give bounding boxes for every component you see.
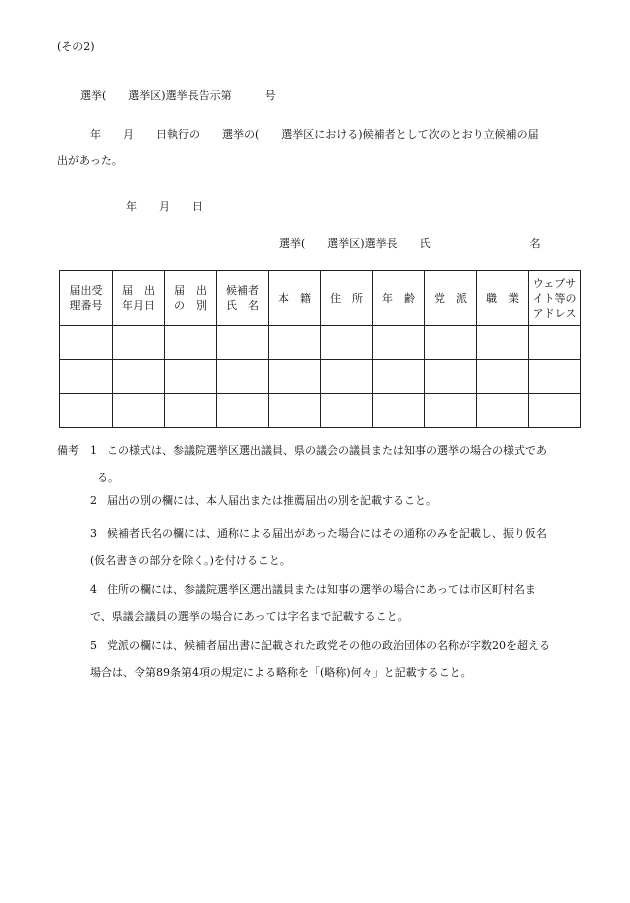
table-cell (113, 360, 165, 394)
table-row (60, 360, 581, 394)
column-header-line-1: 届出受 (69, 284, 103, 297)
note-text-line-2: る。 (97, 471, 119, 484)
note-text-line-2: で、県議会議員の選挙の場合にあっては字名まで記載すること。 (90, 610, 409, 623)
column-header (60, 271, 113, 326)
table-row (60, 326, 581, 360)
intro-line-2: 出があった。 (57, 154, 123, 167)
table-cell (529, 394, 581, 428)
column-header-line-3: アドレス (532, 306, 577, 320)
table-cell (373, 360, 425, 394)
table-cell (165, 360, 217, 394)
note-number: 4 (90, 583, 97, 596)
column-header-line-1: 年 齢 (382, 291, 415, 305)
table-cell (529, 326, 581, 360)
column-header (477, 271, 529, 326)
note-text-line-1: 届出の別の欄には、本人届出または推薦届出の別を記載すること。 (107, 494, 437, 507)
column-header-line-1: 本 籍 (278, 291, 311, 305)
column-header-line-2: 年月日 (122, 299, 155, 312)
table-cell (425, 360, 477, 394)
notice-number-line: 選挙( 選挙区)選挙長告示第 号 (80, 89, 276, 102)
note-number: 3 (90, 527, 97, 540)
table-cell (477, 394, 529, 428)
table-cell (425, 394, 477, 428)
table-cell (113, 326, 165, 360)
table-row (60, 394, 581, 428)
table-cell (373, 326, 425, 360)
column-header-line-1: 届 出 (174, 284, 207, 297)
column-header-line-2: イト等の (532, 291, 577, 305)
note-text-line-1: 党派の欄には、候補者届出書に記載された政党その他の政治団体の名称が字数20を超える (107, 639, 550, 652)
note-number: 1 (90, 444, 97, 457)
table-cell (217, 360, 269, 394)
table-cell (165, 326, 217, 360)
table-cell (269, 326, 321, 360)
column-header (373, 271, 425, 326)
table-cell (477, 326, 529, 360)
table-body (60, 326, 581, 428)
table-cell (321, 394, 373, 428)
note-number: 2 (90, 494, 97, 507)
column-header-line-1: 職 業 (486, 291, 519, 305)
table-cell (60, 360, 113, 394)
table-cell (529, 360, 581, 394)
column-header-line-1: 届 出 (122, 284, 155, 297)
table-cell (60, 326, 113, 360)
candidate-table (59, 270, 581, 428)
table-cell (373, 394, 425, 428)
column-header-line-1: 住 所 (330, 291, 363, 305)
table-cell (425, 326, 477, 360)
column-header (529, 271, 581, 326)
notes-label: 備考 (57, 444, 79, 457)
column-header-line-1: ウェブサ (532, 276, 577, 290)
signature-line: 選挙( 選挙区)選挙長 氏 名 (279, 237, 541, 250)
table-cell (113, 394, 165, 428)
note-text-line-2: (仮名書きの部分を除く。)を付けること。 (90, 554, 291, 567)
notice-date-line: 年 月 日 (126, 200, 203, 213)
note-text-line-1: 候補者氏名の欄には、通称による届出があった場合にはその通称のみを記載し、振り仮名 (107, 527, 547, 540)
column-header-line-2: の 別 (174, 299, 207, 312)
table-cell (269, 394, 321, 428)
column-header-line-1: 候補者 (226, 284, 259, 297)
intro-line-1: 年 月 日執行の 選挙の( 選挙区における)候補者として次のとおり立候補の届 (90, 128, 539, 141)
note-text-line-1: この様式は、参議院選挙区選出議員、県の議会の議員または知事の選挙の場合の様式であ (107, 444, 547, 457)
note-text-line-1: 住所の欄には、参議院選挙区選出議員または知事の選挙の場合にあっては市区町村名ま (107, 583, 536, 596)
table-cell (321, 360, 373, 394)
table-cell (217, 326, 269, 360)
column-header (217, 271, 269, 326)
table-cell (165, 394, 217, 428)
table-cell (217, 394, 269, 428)
column-header (165, 271, 217, 326)
table-cell (321, 326, 373, 360)
note-text-line-2: 場合は、令第89条第4項の規定による略称を「(略称)何々」と記載すること。 (90, 666, 472, 679)
part-label: (その2) (57, 40, 95, 53)
column-header-line-2: 氏 名 (226, 299, 259, 312)
column-header (425, 271, 477, 326)
table-header-row (60, 271, 581, 326)
column-header-line-1: 党 派 (434, 291, 467, 305)
column-header-line-2: 理番号 (69, 299, 103, 312)
column-header (321, 271, 373, 326)
table-cell (60, 394, 113, 428)
note-number: 5 (90, 639, 97, 652)
column-header (269, 271, 321, 326)
table-cell (477, 360, 529, 394)
table-cell (269, 360, 321, 394)
column-header (113, 271, 165, 326)
